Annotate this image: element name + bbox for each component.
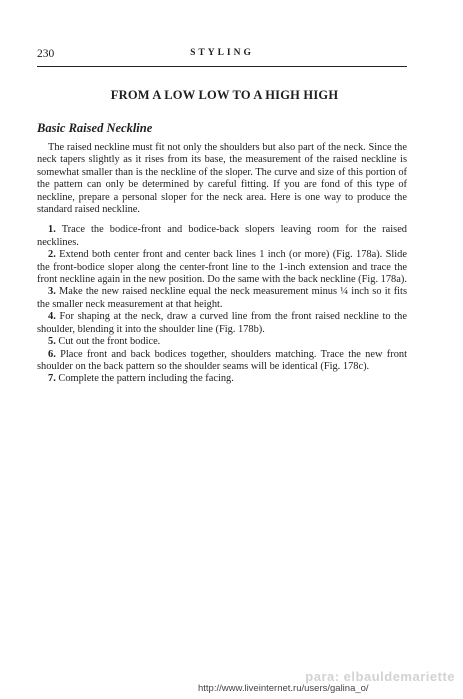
footer-url-link[interactable]: http://www.liveinternet.ru/users/galina_o/ — [198, 683, 369, 694]
steps-list — [37, 224, 407, 385]
step-text: Extend both center front and center back lines 1 inch (or more) (Fig. 178a). Slide the front-bodice sloper along the center-front line to the 1-inch extension and trace the front neckline again in the new position. Do the same with the back neckline (Fig. 178a). — [37, 249, 407, 286]
step-item — [37, 286, 407, 311]
chapter-title: FROM A LOW LOW TO A HIGH HIGH — [110, 88, 339, 102]
step-number: 1. — [48, 224, 56, 236]
step-item — [37, 311, 407, 336]
step-item — [37, 349, 407, 374]
step-item — [37, 224, 407, 249]
step-number: 7. — [48, 373, 56, 385]
step-text: For shaping at the neck, draw a curved line from the front raised neckline to the shoulder, blending it into the shoulder line (Fig. 178b). — [37, 311, 407, 335]
step-text: Complete the pattern including the facing. — [58, 373, 234, 385]
step-number: 3. — [48, 286, 56, 298]
running-title: STYLING — [190, 48, 254, 58]
step-item — [37, 336, 407, 348]
step-item — [37, 249, 407, 286]
header-rule — [37, 66, 407, 67]
body-text — [37, 142, 407, 386]
step-text: Trace the bodice-front and bodice-back slopers leaving room for the raised necklines. — [37, 224, 407, 248]
step-text: Place front and back bodices together, shoulders matching. Trace the new front shoulder on the back pattern so the shoulder seams will be identical (Fig. 178c). — [37, 348, 407, 372]
watermark-text: para: elbauldemariette — [305, 669, 455, 684]
step-number: 6. — [48, 348, 56, 360]
step-text: Cut out the front bodice. — [58, 336, 161, 348]
step-text: Make the new raised neckline equal the neck measurement minus ¼ inch so it fits the smaller neck measurement at that height. — [37, 286, 407, 310]
step-item — [37, 373, 407, 385]
intro-paragraph: The raised neckline must fit not only the shoulders but also part of the neck. Since the neck tapers slightly as it rises from its base, the measurement of the raised neckline is somewhat smaller than is the neckline of the sloper. The curve and size of this portion of the pattern can only be determined by careful fitting. If you are fond of this type of neckline, prepare a personal sloper for the neck area. Here is one way to produce the standard raised neckline. — [37, 142, 407, 216]
step-number: 5. — [48, 336, 56, 348]
step-number: 4. — [48, 311, 56, 323]
page-number: 230 — [37, 48, 55, 60]
section-heading: Basic Raised Neckline — [37, 121, 153, 135]
step-number: 2. — [48, 249, 56, 261]
running-head — [37, 48, 407, 62]
